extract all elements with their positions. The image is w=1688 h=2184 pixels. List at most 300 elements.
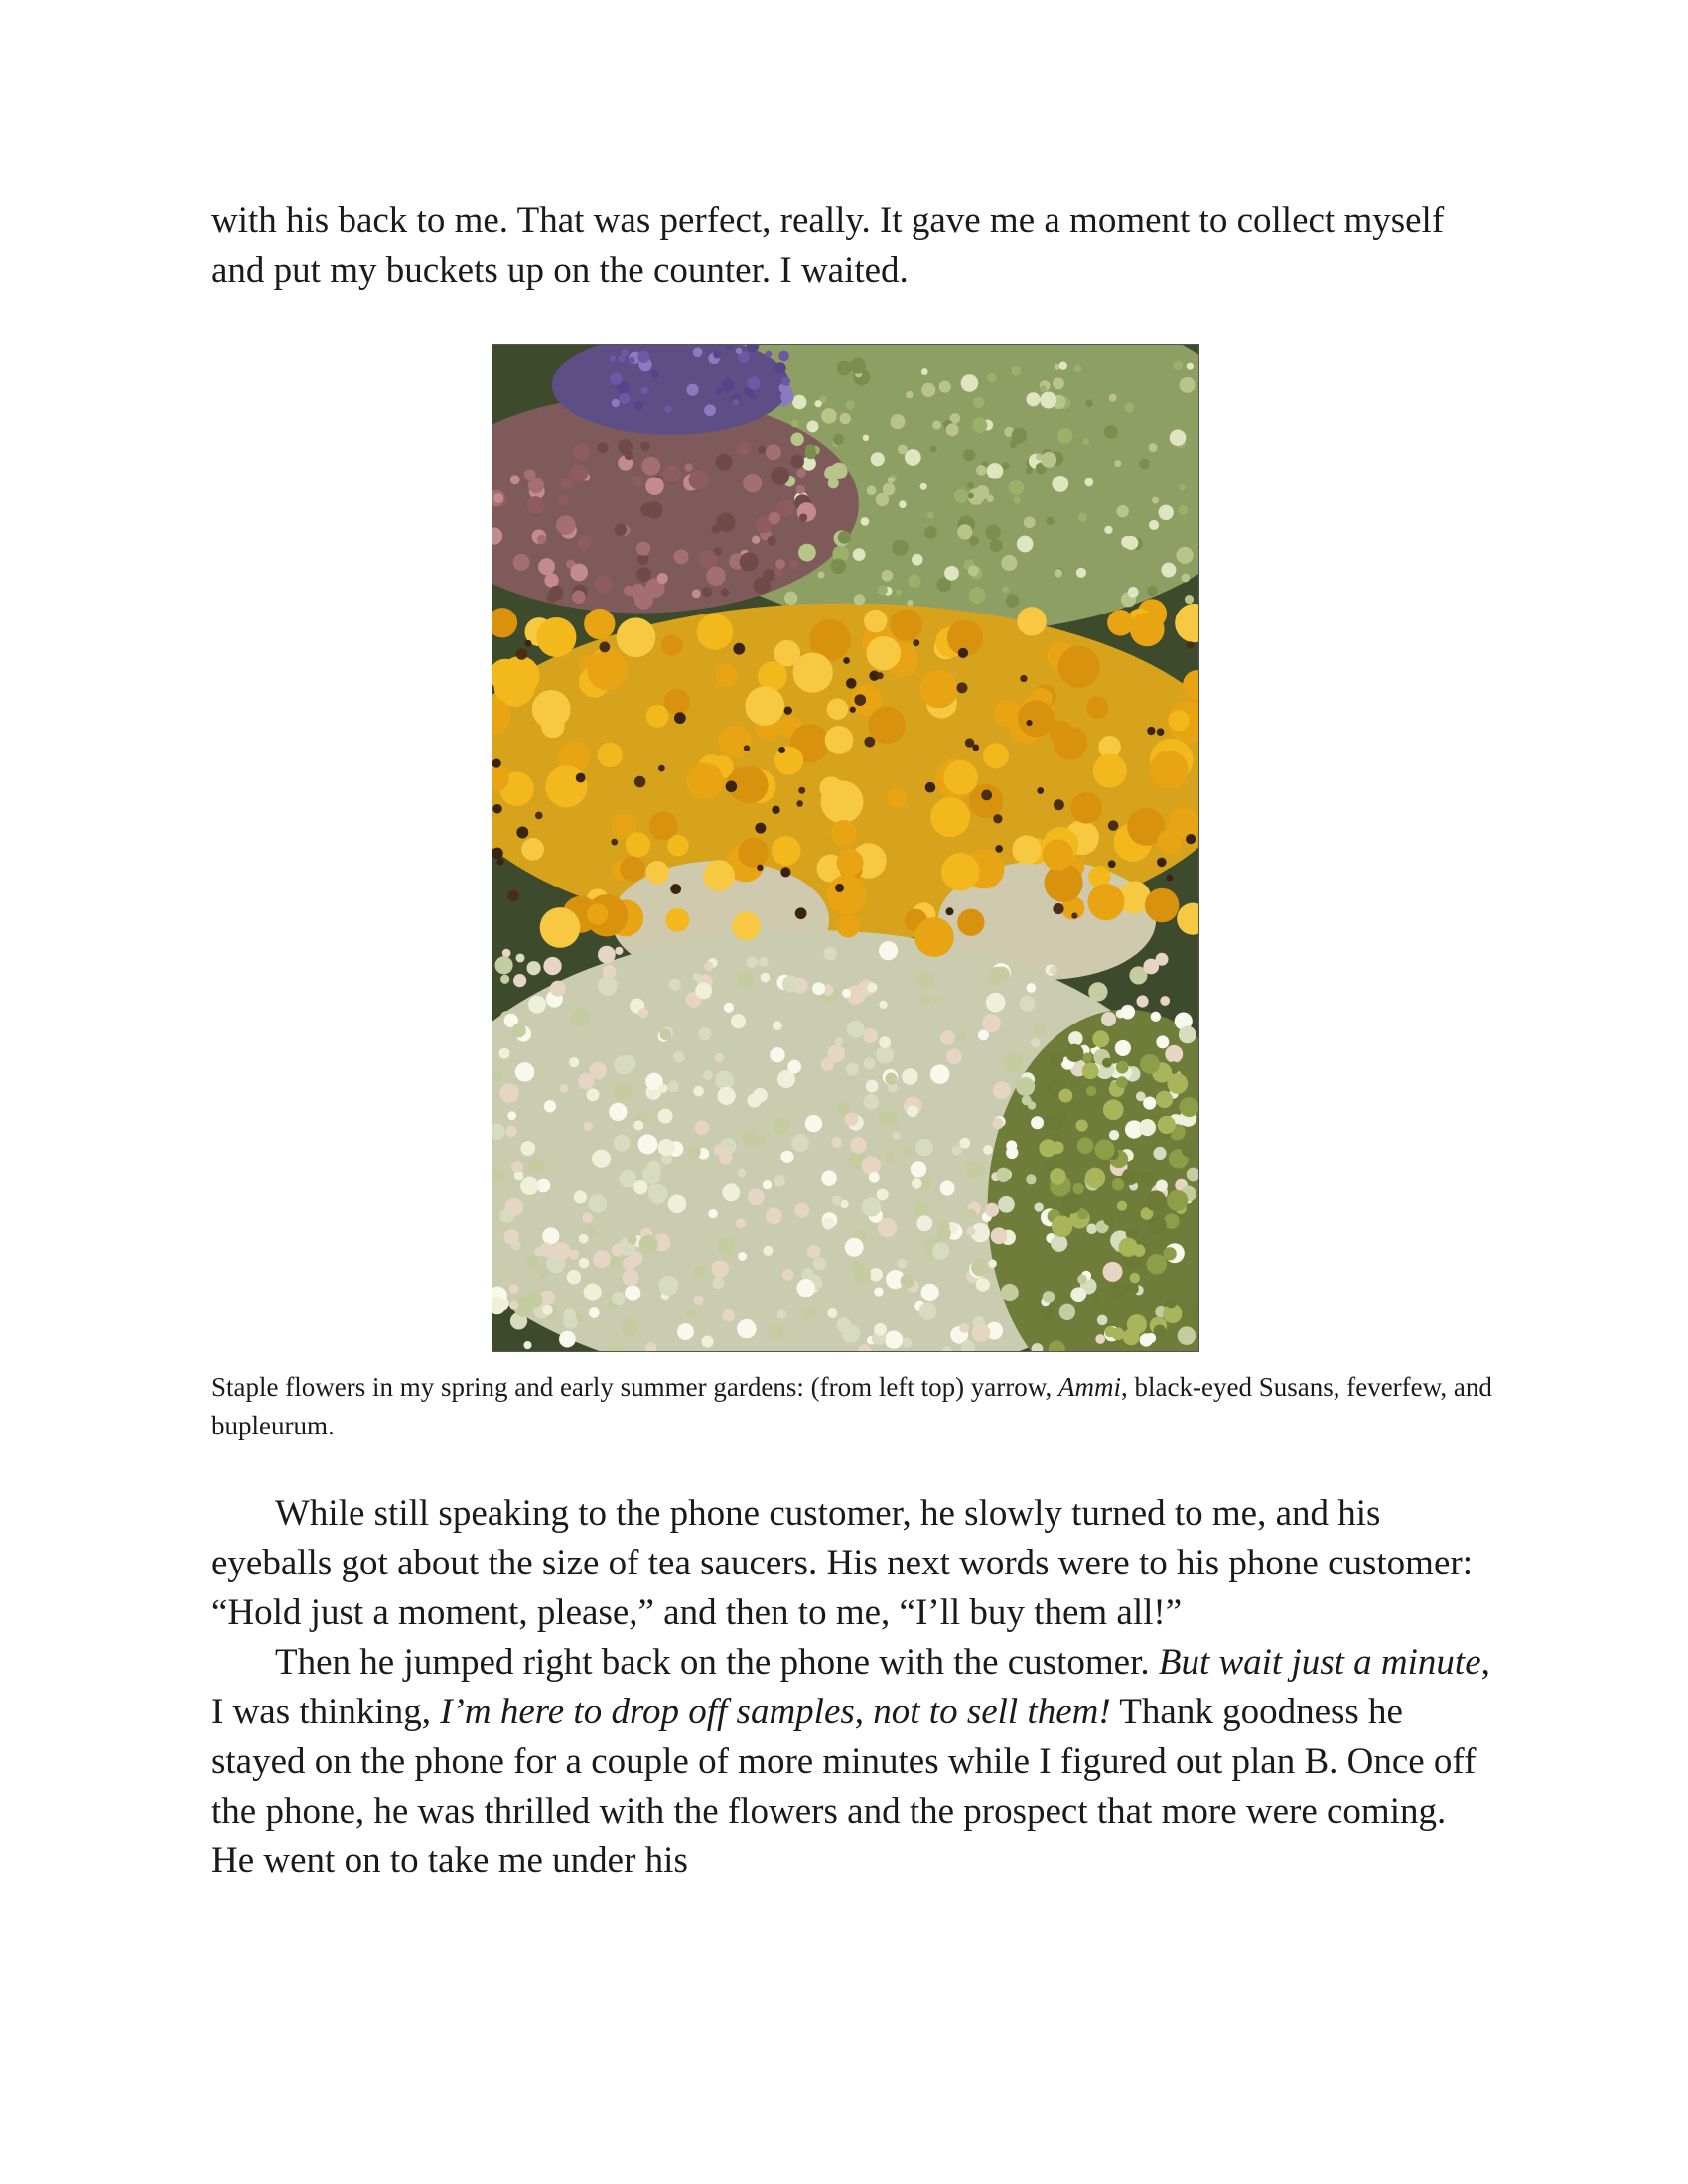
- feverfew-floret: [722, 1183, 740, 1201]
- ammi-floret: [850, 358, 866, 374]
- yarrow-floret: [510, 475, 520, 484]
- feverfew-floret: [1109, 1130, 1119, 1140]
- feverfew-floret: [621, 1055, 636, 1071]
- feverfew-floret: [946, 1049, 962, 1065]
- statice-floret: [736, 348, 742, 354]
- ammi-floret: [1014, 496, 1021, 503]
- ammi-floret: [1026, 467, 1033, 474]
- ammi-floret: [815, 400, 822, 407]
- statice-floret: [693, 347, 703, 357]
- susan-petal: [645, 861, 669, 885]
- feverfew-floret: [642, 1165, 661, 1184]
- ammi-floret: [921, 383, 935, 397]
- bupleurum-floret: [1103, 1215, 1113, 1225]
- feverfew-floret: [563, 1308, 576, 1321]
- feverfew-floret: [993, 1081, 1011, 1099]
- ammi-floret: [1057, 428, 1073, 444]
- feverfew-floret: [579, 1234, 589, 1244]
- feverfew-floret: [648, 1184, 658, 1194]
- susan-petal: [587, 650, 628, 691]
- feverfew-floret: [559, 1331, 576, 1348]
- ammi-floret: [1170, 429, 1187, 446]
- yarrow-floret: [740, 552, 759, 571]
- feverfew-floret: [1101, 1012, 1116, 1026]
- susan-center: [925, 782, 936, 793]
- feverfew-floret: [693, 973, 702, 982]
- feverfew-floret: [723, 1309, 736, 1322]
- statice-floret: [733, 399, 740, 406]
- bupleurum-floret: [1085, 1168, 1105, 1188]
- ammi-floret: [837, 361, 852, 376]
- feverfew-floret: [782, 1269, 794, 1281]
- feverfew-floret: [1095, 1334, 1105, 1344]
- bupleurum-floret: [1044, 1160, 1055, 1171]
- feverfew-floret: [698, 1027, 711, 1040]
- feverfew-floret: [759, 957, 769, 967]
- bupleurum-floret: [1116, 1061, 1129, 1074]
- susan-petal: [827, 698, 849, 720]
- ammi-floret: [1180, 377, 1196, 393]
- statice-floret: [748, 377, 761, 390]
- ammi-floret: [1024, 516, 1036, 528]
- feverfew-floret: [717, 1237, 736, 1256]
- ammi-floret: [863, 435, 869, 441]
- feverfew-floret: [866, 1080, 879, 1093]
- ammi-floret: [840, 413, 851, 424]
- ammi-floret: [969, 536, 979, 546]
- feverfew-floret: [677, 1323, 694, 1340]
- susan-center: [726, 781, 738, 793]
- susan-petal: [1087, 884, 1124, 920]
- susan-center: [993, 814, 1002, 823]
- ammi-floret: [1012, 428, 1028, 444]
- feverfew-floret: [976, 1278, 990, 1292]
- feverfew-floret: [940, 1181, 955, 1196]
- susan-petal: [732, 911, 761, 940]
- statice-floret: [629, 357, 635, 364]
- ammi-floret: [1187, 363, 1194, 370]
- feverfew-floret: [1146, 1333, 1156, 1343]
- feverfew-floret: [986, 993, 1006, 1013]
- yarrow-floret: [692, 589, 701, 598]
- susan-petal: [1093, 753, 1127, 787]
- yarrow-floret: [570, 564, 588, 582]
- feverfew-floret: [966, 1161, 985, 1180]
- paragraph-2-part-3: Thank goodness he stayed on the phone for a couple of more minutes while I figured out plan B. Once off the phone, he was thrilled with the flowers and the prospect that more were coming. He went on to take me under his: [211, 1692, 1477, 1881]
- ammi-floret: [1083, 438, 1089, 444]
- ammi-floret: [784, 592, 797, 605]
- feverfew-floret: [998, 1196, 1015, 1213]
- ammi-floret: [876, 493, 889, 506]
- yarrow-floret: [674, 549, 689, 564]
- ammi-floret: [1012, 366, 1022, 376]
- ammi-floret: [846, 400, 855, 409]
- feverfew-floret: [574, 1190, 587, 1203]
- feverfew-floret: [1001, 1284, 1019, 1301]
- statice-floret: [618, 355, 625, 362]
- susan-center: [492, 758, 501, 767]
- ammi-floret: [972, 417, 987, 432]
- susan-petal: [1043, 839, 1073, 870]
- feverfew-floret: [542, 1227, 559, 1244]
- susan-center: [1026, 720, 1032, 726]
- feverfew-floret: [724, 1003, 734, 1013]
- susan-petal: [1145, 888, 1180, 923]
- ammi-floret: [1147, 586, 1158, 597]
- feverfew-floret: [731, 1014, 746, 1028]
- feverfew-floret: [542, 1305, 552, 1315]
- statice-floret: [716, 388, 723, 395]
- feverfew-floret: [638, 1008, 648, 1018]
- feverfew-floret: [507, 1111, 516, 1120]
- feverfew-floret: [582, 1212, 593, 1223]
- bupleurum-floret: [1117, 1201, 1127, 1211]
- feverfew-floret: [879, 941, 898, 960]
- feverfew-floret: [544, 1100, 556, 1112]
- yarrow-floret: [595, 576, 612, 593]
- susan-petal: [826, 875, 866, 915]
- feverfew-floret: [885, 1330, 903, 1348]
- feverfew-floret: [863, 1028, 878, 1043]
- feverfew-floret: [982, 1014, 1001, 1032]
- ammi-floret: [1128, 587, 1139, 598]
- statice-floret: [633, 401, 642, 410]
- ammi-floret: [861, 517, 870, 526]
- ammi-floret: [1041, 452, 1056, 468]
- feverfew-floret: [864, 1057, 876, 1069]
- susan-center: [1147, 727, 1155, 735]
- ammi-floret: [921, 368, 928, 375]
- ammi-floret: [1181, 574, 1190, 583]
- susan-center: [850, 707, 856, 713]
- ammi-floret: [930, 445, 937, 452]
- ammi-floret: [1009, 480, 1024, 495]
- feverfew-floret: [578, 1073, 595, 1090]
- feverfew-floret: [584, 1284, 602, 1301]
- ammi-floret: [967, 482, 974, 489]
- ammi-floret: [908, 575, 920, 588]
- bupleurum-floret: [1167, 1190, 1188, 1211]
- yarrow-floret: [572, 591, 585, 604]
- feverfew-floret: [1026, 1174, 1036, 1184]
- feverfew-floret: [738, 971, 755, 988]
- ammi-floret: [1109, 394, 1117, 402]
- yarrow-floret: [689, 471, 709, 490]
- bupleurum-floret: [1119, 1238, 1138, 1257]
- statice-floret: [612, 399, 620, 407]
- feverfew-floret: [754, 1135, 765, 1146]
- ammi-floret: [1173, 360, 1183, 370]
- feverfew-floret: [1160, 996, 1170, 1006]
- feverfew-floret: [658, 1109, 673, 1124]
- feverfew-floret: [538, 1268, 548, 1278]
- feverfew-floret: [1156, 1180, 1168, 1192]
- feverfew-floret: [850, 1137, 867, 1154]
- feverfew-floret: [639, 1235, 658, 1254]
- susan-center: [1108, 860, 1116, 868]
- susan-center: [599, 642, 610, 653]
- feverfew-floret: [567, 1270, 582, 1285]
- ammi-floret: [987, 463, 1004, 479]
- ammi-floret: [912, 554, 923, 566]
- ammi-floret: [1161, 563, 1176, 578]
- feverfew-floret: [844, 1112, 858, 1126]
- feverfew-floret: [913, 1201, 928, 1217]
- susan-center: [946, 907, 954, 915]
- ammi-floret: [1002, 462, 1009, 469]
- ammi-floret: [946, 423, 959, 436]
- bupleurum-floret: [1052, 1141, 1064, 1154]
- susan-petal: [620, 856, 645, 882]
- feverfew-floret: [628, 1235, 637, 1245]
- feverfew-floret: [713, 1277, 725, 1289]
- ammi-floret: [1104, 526, 1112, 534]
- ammi-floret: [905, 449, 921, 466]
- feverfew-floret: [983, 1145, 993, 1155]
- ammi-floret: [1076, 568, 1086, 578]
- feverfew-floret: [737, 1319, 757, 1339]
- susan-center: [757, 865, 763, 871]
- yarrow-floret: [702, 587, 712, 597]
- bupleurum-floret: [1082, 1062, 1099, 1079]
- bupleurum-floret: [1147, 1254, 1168, 1275]
- bupleurum-floret: [1058, 1089, 1072, 1103]
- susan-petal: [1012, 835, 1041, 864]
- feverfew-floret: [1031, 1116, 1044, 1129]
- feverfew-floret: [959, 1138, 970, 1149]
- susan-center: [846, 678, 857, 689]
- yarrow-floret: [766, 444, 781, 460]
- ammi-floret: [932, 420, 941, 429]
- feverfew-floret: [761, 973, 771, 983]
- feverfew-floret: [747, 956, 758, 967]
- feverfew-floret: [892, 1132, 900, 1140]
- feverfew-floret: [623, 1269, 639, 1286]
- yarrow-floret: [790, 455, 804, 469]
- bupleurum-floret: [1122, 1168, 1139, 1185]
- feverfew-floret: [694, 1296, 704, 1305]
- feverfew-floret: [1156, 1035, 1169, 1048]
- ammi-floret: [1179, 484, 1185, 490]
- feverfew-floret: [907, 1105, 918, 1117]
- susan-petal: [1054, 727, 1087, 760]
- feverfew-floret: [492, 1168, 504, 1180]
- statice-floret: [610, 355, 616, 361]
- feverfew-floret: [879, 1109, 898, 1128]
- susan-petal: [868, 707, 905, 745]
- bupleurum-floret: [1123, 1329, 1140, 1346]
- susan-petal: [1107, 610, 1134, 636]
- yarrow-floret: [561, 478, 573, 489]
- feverfew-floret: [1068, 1031, 1083, 1046]
- statice-floret: [619, 393, 630, 404]
- feverfew-floret: [879, 1001, 887, 1009]
- feverfew-floret: [753, 1088, 768, 1103]
- feverfew-floret: [794, 1203, 809, 1218]
- yarrow-floret: [698, 550, 717, 569]
- feverfew-floret: [919, 1302, 937, 1320]
- yarrow-floret: [737, 442, 751, 456]
- yarrow-floret: [640, 441, 650, 451]
- susan-center: [1108, 820, 1119, 831]
- statice-floret: [641, 386, 649, 394]
- feverfew-floret: [933, 996, 942, 1005]
- feverfew-floret: [796, 1279, 815, 1297]
- feverfew-floret: [901, 1274, 915, 1289]
- feverfew-floret: [1136, 1091, 1146, 1101]
- feverfew-floret: [520, 1141, 535, 1156]
- body-paragraphs: [211, 1489, 1492, 1886]
- caption-italic: Ammi: [1058, 1372, 1122, 1402]
- susan-petal: [943, 760, 978, 795]
- feverfew-floret: [550, 981, 566, 997]
- ammi-floret: [1040, 385, 1047, 392]
- feverfew-floret: [852, 1261, 863, 1272]
- ammi-floret: [824, 466, 839, 480]
- susan-center: [674, 712, 686, 724]
- yarrow-floret: [684, 463, 692, 471]
- yarrow-floret: [598, 442, 609, 453]
- ammi-floret: [892, 539, 908, 555]
- feverfew-floret: [842, 1324, 861, 1343]
- bupleurum-floret: [1062, 1194, 1082, 1214]
- statice-floret: [651, 370, 659, 378]
- statice-floret: [610, 372, 623, 385]
- susan-petal: [719, 725, 753, 758]
- feverfew-floret: [777, 1309, 787, 1319]
- feverfew-floret: [874, 1287, 883, 1296]
- feverfew-floret: [502, 949, 511, 958]
- feverfew-floret: [526, 1256, 540, 1270]
- top-paragraph: with his back to me. That was perfect, really. It gave me a moment to collect myself and put my buckets up on the counter. I waited.: [211, 201, 1445, 291]
- susan-petal: [745, 686, 784, 726]
- feverfew-floret: [571, 1008, 590, 1026]
- susan-center: [864, 737, 875, 748]
- susan-petal: [665, 908, 689, 932]
- ammi-floret: [968, 565, 979, 576]
- bupleurum-floret: [1102, 1058, 1112, 1068]
- ammi-floret: [888, 477, 895, 483]
- feverfew-floret: [695, 983, 712, 1000]
- feverfew-floret: [1165, 1045, 1183, 1063]
- feverfew-floret: [513, 974, 526, 987]
- bupleurum-floret: [1052, 1215, 1073, 1237]
- susan-center: [772, 806, 779, 814]
- susan-petal: [703, 860, 735, 891]
- feverfew-floret: [658, 1084, 667, 1093]
- feverfew-floret: [736, 1218, 746, 1228]
- feverfew-floret: [1121, 1005, 1136, 1020]
- yarrow-floret: [573, 444, 590, 461]
- feverfew-floret: [711, 1260, 729, 1278]
- ammi-floret: [957, 524, 972, 539]
- yarrow-floret: [796, 468, 805, 477]
- susan-petal: [716, 664, 739, 687]
- feverfew-floret: [713, 1145, 724, 1156]
- feverfew-floret: [536, 1179, 550, 1193]
- bupleurum-floret: [1045, 1113, 1063, 1132]
- yarrow-floret: [636, 542, 650, 556]
- feverfew-floret: [703, 1070, 713, 1080]
- feverfew-floret: [1070, 1287, 1086, 1302]
- bupleurum-floret: [1140, 1054, 1160, 1074]
- feverfew-floret: [1086, 1223, 1097, 1234]
- feverfew-floret: [812, 982, 825, 995]
- yarrow-floret: [524, 469, 536, 480]
- paragraph-1: While still speaking to the phone customer, he slowly turned to me, and his eyeballs got about the size of tea saucers. His next words were to his phone customer: “Hold just a moment, please,” and then to me, “I’ll buy them all!”: [211, 1493, 1473, 1633]
- ammi-floret: [973, 397, 985, 409]
- ammi-floret: [1124, 536, 1138, 550]
- yarrow-floret: [752, 536, 760, 544]
- yarrow-floret: [537, 535, 546, 544]
- susan-petal: [867, 636, 902, 671]
- feverfew-floret: [823, 947, 836, 960]
- susan-center: [843, 657, 850, 664]
- feverfew-floret: [930, 1064, 950, 1084]
- statice-floret: [765, 351, 772, 358]
- photo-caption: [211, 1368, 1492, 1445]
- feverfew-floret: [936, 1220, 949, 1233]
- feverfew-floret: [827, 1308, 837, 1318]
- feverfew-floret: [509, 1301, 518, 1310]
- ammi-floret: [990, 539, 1003, 552]
- susan-center: [670, 884, 681, 894]
- yarrow-floret: [549, 586, 564, 601]
- feverfew-floret: [1097, 1315, 1108, 1326]
- yarrow-floret: [657, 573, 668, 584]
- feverfew-floret: [1143, 959, 1159, 975]
- susan-center: [995, 845, 1003, 853]
- yarrow-floret: [743, 474, 762, 492]
- feverfew-floret: [821, 1170, 837, 1186]
- susan-center: [525, 640, 532, 647]
- yarrow-floret: [527, 496, 545, 514]
- ammi-floret: [854, 594, 865, 605]
- feverfew-floret: [897, 1259, 907, 1269]
- susan-center: [780, 867, 790, 877]
- yarrow-floret: [721, 588, 729, 596]
- ammi-floret: [807, 420, 819, 432]
- feverfew-floret: [861, 1156, 881, 1175]
- bupleurum-floret: [1154, 1325, 1166, 1337]
- susan-petal: [887, 788, 907, 808]
- bupleurum-floret: [1065, 1044, 1083, 1062]
- bupleurum-floret: [1094, 1140, 1114, 1160]
- feverfew-floret: [493, 1071, 503, 1081]
- feverfew-floret: [523, 1341, 531, 1349]
- feverfew-floret: [673, 1051, 684, 1062]
- ammi-floret: [985, 525, 1000, 540]
- susan-center: [744, 745, 750, 751]
- feverfew-floret: [511, 1024, 525, 1037]
- yarrow-floret: [558, 495, 568, 505]
- ammi-floret: [1185, 595, 1194, 604]
- feverfew-floret: [552, 1242, 571, 1261]
- yarrow-floret: [775, 559, 785, 569]
- feverfew-floret: [629, 1251, 643, 1266]
- feverfew-floret: [528, 996, 546, 1014]
- bupleurum-floret: [1076, 1119, 1088, 1131]
- yarrow-floret: [631, 584, 646, 600]
- ammi-floret: [798, 544, 816, 562]
- paragraph-2-italic-2: I’m here to drop off samples, not to sell them!: [440, 1692, 1111, 1732]
- ammi-floret: [1046, 517, 1054, 525]
- feverfew-floret: [769, 1324, 784, 1340]
- statice-floret: [713, 350, 721, 358]
- susan-petal: [732, 766, 769, 803]
- bupleurum-floret: [1182, 1143, 1196, 1157]
- feverfew-floret: [985, 1203, 999, 1217]
